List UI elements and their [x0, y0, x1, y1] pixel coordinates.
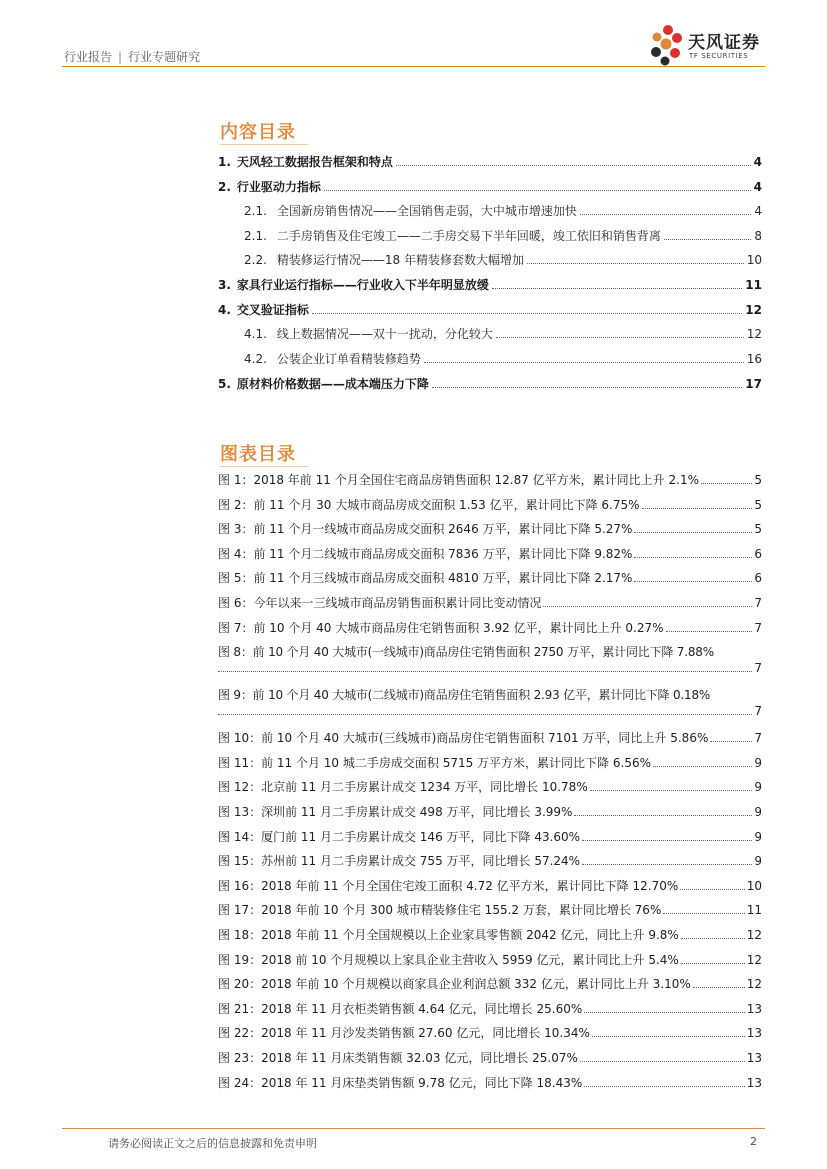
figure-entry-page: 9: [754, 829, 762, 844]
toc-leader-dots: [527, 263, 744, 264]
figure-entry-title: 图 9：前 10 个月 40 大城市(二线城市)商品房住宅销售面积 2.93 亿平，累计同比下降 0.18%: [218, 688, 711, 703]
figure-leader-dots: [642, 508, 753, 509]
logo-chinese-name: 天风证券: [688, 33, 760, 53]
figure-entry-page: 12: [746, 952, 762, 967]
toc-entry[interactable]: [244, 322, 762, 342]
figure-leader-dots: [574, 815, 752, 816]
toc-leader-dots: [496, 337, 744, 338]
figure-entry-title: 图 23：2018 年 11 月床类销售额 32.03 亿元，同比增长 25.07%: [218, 1051, 578, 1065]
figure-entry-title: 图 15：苏州前 11 月二手房累计成交 755 万平，同比增长 57.24%: [218, 854, 581, 869]
figure-entry-page: 7: [754, 731, 762, 746]
toc-entry-number: 1.: [218, 155, 231, 169]
figure-entry[interactable]: [218, 683, 762, 703]
figure-leader-dots: [653, 766, 752, 767]
figure-entry-page: 13: [746, 1001, 762, 1016]
figure-entry-page: 6: [754, 571, 762, 586]
figure-leader-dots: [663, 913, 744, 914]
figure-entry-title: 图 11：前 11 个月 10 城二手房成交面积 5715 万平方米，累计同比下降 6.56%: [218, 755, 651, 770]
figure-entry-page: 5: [754, 473, 762, 487]
figure-leader-dots: [580, 1061, 745, 1062]
figure-entry[interactable]: [218, 517, 762, 537]
toc-leader-dots: [492, 288, 742, 289]
figure-entry-page: 9: [754, 854, 762, 869]
toc-entry[interactable]: [244, 248, 762, 268]
toc-entry[interactable]: [244, 347, 762, 367]
toc-leader-dots: [580, 214, 751, 215]
figure-entry[interactable]: [218, 972, 762, 992]
figure-entry-page: 7: [754, 620, 762, 635]
figure-entry-title: 图 8：前 10 个月 40 大城市(一线城市)商品房住宅销售面积 2750 万平，累计同比下降 7.88%: [218, 645, 714, 660]
toc-entry-page: 11: [745, 278, 762, 292]
figure-entry[interactable]: [218, 640, 762, 660]
toc-entry[interactable]: [218, 150, 762, 170]
figure-leader-dots: [218, 714, 752, 715]
figure-entry-page: 7: [754, 704, 762, 719]
figure-entry-page: 7: [754, 596, 762, 610]
figure-entry-page: 12: [746, 977, 762, 992]
figure-entry-title: 图 4：前 11 个月二线城市商品房成交面积 7836 万平，累计同比下降 9.82%: [218, 546, 633, 561]
toc-title-text: 内容目录: [220, 122, 296, 143]
toc-title: [220, 118, 296, 144]
figure-entry[interactable]: [218, 948, 762, 968]
figure-leader-dots: [710, 741, 752, 742]
figure-entry[interactable]: [218, 616, 762, 636]
figure-entry-title: 图 24：2018 年 11 月床垫类销售额 9.78 亿元，同比下降 18.43%: [218, 1075, 583, 1090]
figure-entry[interactable]: [218, 591, 762, 611]
report-subcategory: 行业专题研究: [128, 50, 201, 64]
figure-entry-title: 图 6：今年以来一三线城市商品房销售面积累计同比变动情况: [218, 596, 542, 610]
footer-divider: [62, 1128, 765, 1129]
toc-leader-dots: [396, 165, 751, 166]
figure-entry-title: 图 10：前 10 个月 40 大城市(三线城市)商品房住宅销售面积 7101 万平，同比上升 5.86%: [218, 731, 709, 746]
toc-leader-dots: [312, 313, 742, 314]
figure-entry[interactable]: [218, 898, 762, 918]
figure-leader-dots: [680, 889, 744, 890]
figure-entry-page: 13: [746, 1051, 762, 1065]
toc-entry-title: 线上数据情况——双十一扰动，分化较大: [276, 327, 493, 341]
figure-entry[interactable]: [218, 874, 762, 894]
figure-entry-title: 图 18：2018 年前 11 个月全国规模以上企业家具零售额 2042 亿元，同比上升 9.8%: [218, 928, 679, 942]
figure-entry[interactable]: [218, 726, 762, 746]
figure-leader-dots: [634, 532, 752, 533]
toc-entry-number: 3.: [218, 278, 231, 292]
figure-entry-title: 图 5：前 11 个月三线城市商品房成交面积 4810 万平，累计同比下降 2.17%: [218, 571, 633, 586]
figure-leader-dots: [681, 938, 745, 939]
toc-entry-title: 家具行业运行指标——行业收入下半年明显放缓: [236, 278, 489, 292]
figure-entry[interactable]: [218, 849, 762, 869]
header-separator: |: [118, 50, 123, 64]
toc-entry-title: 全国新房销售情况——全国销售走弱，大中城市增速加快: [276, 204, 577, 218]
toc-entry-page: 16: [746, 352, 762, 366]
figure-leader-dots: [590, 790, 753, 791]
toc-entry-page: 4: [754, 204, 762, 218]
figure-leader-dots: [693, 987, 745, 988]
figure-entry[interactable]: [218, 751, 762, 771]
toc-entry-page: 10: [746, 253, 762, 267]
figure-leader-dots: [543, 606, 752, 607]
toc-entry[interactable]: [244, 199, 762, 219]
toc-entry-title: 精装修运行情况——18 年精装修套数大幅增加: [276, 253, 524, 267]
figure-entry-page: 13: [746, 1075, 762, 1090]
figure-entry-page: 7: [754, 661, 762, 676]
toc-entry-number: 2.1.: [244, 204, 267, 218]
toc-leader-dots: [432, 387, 742, 388]
toc-entry-title: 原材料价格数据——成本端压力下降: [236, 377, 429, 391]
toc-leader-dots: [664, 239, 751, 240]
figure-entry[interactable]: [218, 1046, 762, 1066]
figures-title: [220, 440, 296, 466]
figure-leader-dots: [582, 840, 752, 841]
figure-entry-title: 图 19：2018 前 10 个月规模以上家具企业主营收入 5959 亿元，累计同比上升 5.4%: [218, 952, 679, 967]
figure-entry-title: 图 17：2018 年前 10 个月 300 城市精装修住宅 155.2 万套，累计同比增长 76%: [218, 903, 662, 918]
logo-mark-icon: [648, 22, 686, 68]
running-header: [64, 48, 200, 65]
figure-entry-page: 11: [746, 903, 762, 918]
figure-leader-dots: [592, 1036, 745, 1037]
toc-entry[interactable]: [218, 372, 762, 392]
figure-leader-dots: [582, 864, 752, 865]
figure-entry-title: 图 21：2018 年 11 月衣柜类销售额 4.64 亿元，同比增长 25.60%: [218, 1001, 583, 1016]
figure-entry-page: 12: [746, 928, 762, 942]
toc-entry-title: 天风轻工数据报告框架和特点: [236, 155, 393, 169]
toc-entry[interactable]: [244, 224, 762, 244]
toc-entry-title: 交叉验证指标: [236, 303, 309, 317]
toc-entry-number: 2.: [218, 180, 231, 194]
figure-entry[interactable]: [218, 800, 762, 820]
toc-entry-page: 4: [753, 155, 762, 169]
figure-entry[interactable]: [218, 468, 762, 488]
figure-entry-title: 图 1：2018 年前 11 个月全国住宅商品房销售面积 12.87 亿平方米，累计同比上升 2.1%: [218, 473, 699, 487]
figure-leader-dots: [634, 581, 752, 582]
figure-entry[interactable]: [218, 542, 762, 562]
figure-entry[interactable]: [218, 493, 762, 513]
figure-entry-page: 5: [754, 522, 762, 537]
figure-leader-dots: [681, 963, 745, 964]
logo-english-name: TF SECURITIES: [689, 52, 749, 60]
toc-leader-dots: [324, 190, 751, 191]
toc-entry-page: 12: [746, 327, 762, 341]
toc-entry-number: 2.2.: [244, 253, 267, 267]
figure-leader-dots: [666, 631, 753, 632]
figure-entry-title: 图 16：2018 年前 11 个月全国住宅竣工面积 4.72 亿平方米，累计同比下降 12.70%: [218, 878, 679, 893]
page-number: 2: [750, 1135, 757, 1148]
tf-securities-logo: [648, 22, 768, 70]
toc-leader-dots: [424, 362, 744, 363]
figure-entry[interactable]: [218, 825, 762, 845]
figure-leader-dots: [584, 1086, 744, 1087]
figure-entry-title: 图 12：北京前 11 月二手房累计成交 1234 万平，同比增长 10.78%: [218, 780, 588, 795]
figure-entry[interactable]: [218, 1071, 762, 1091]
figure-entry-page: 6: [754, 546, 762, 561]
figure-entry-page: 9: [754, 780, 762, 795]
toc-entry[interactable]: [218, 175, 762, 195]
toc-entry[interactable]: [218, 298, 762, 318]
figure-entry-page: 13: [746, 1026, 762, 1041]
toc-entry-number: 2.1.: [244, 229, 267, 243]
figure-leader-dots: [701, 483, 752, 484]
toc-title-underline: [220, 144, 308, 145]
toc-entry-title: 二手房销售及住宅竣工——二手房交易下半年回暖，竣工依旧和销售背离: [276, 229, 661, 243]
figure-leader-dots: [218, 671, 752, 672]
figure-entry-title: 图 22：2018 年 11 月沙发类销售额 27.60 亿元，同比增长 10.34%: [218, 1026, 590, 1041]
figure-entry-page: 9: [754, 805, 762, 819]
toc-entry[interactable]: [218, 273, 762, 293]
toc-entry-number: 4.2.: [244, 352, 267, 366]
figure-entry-title: 图 20：2018 年前 10 个月规模以商家具企业利润总额 332 亿元，累计同比上升 3.10%: [218, 977, 691, 992]
toc-entry-page: 17: [745, 377, 762, 391]
header-divider: [62, 66, 765, 67]
report-category: 行业报告: [64, 50, 113, 64]
figures-title-text: 图表目录: [220, 444, 296, 465]
figure-entry[interactable]: [218, 1021, 762, 1041]
figure-entry-title: 图 13：深圳前 11 月二手房累计成交 498 万平，同比增长 3.99%: [218, 805, 573, 819]
toc-entry-title: 行业驱动力指标: [236, 180, 321, 194]
figure-entry-title: 图 7：前 10 个月 40 大城市商品房住宅销售面积 3.92 亿平，累计同比上升 0.27%: [218, 620, 664, 635]
figure-entry-page: 10: [746, 878, 762, 893]
figure-leader-dots: [584, 1012, 744, 1013]
toc-entry-page: 4: [753, 180, 762, 194]
toc-entry-page: 12: [745, 303, 762, 317]
figure-entry-continuation: [218, 703, 762, 719]
figure-entry[interactable]: [218, 566, 762, 586]
toc-entry-page: 8: [754, 229, 762, 243]
figure-entry-continuation: [218, 660, 762, 676]
figure-entry[interactable]: [218, 997, 762, 1017]
figure-entry-title: 图 3：前 11 个月一线城市商品房成交面积 2646 万平，累计同比下降 5.27%: [218, 522, 633, 537]
toc-entry-number: 5.: [218, 377, 231, 391]
figure-entry[interactable]: [218, 923, 762, 943]
footer-disclaimer: 请务必阅读正文之后的信息披露和免责申明: [108, 1137, 317, 1150]
toc-entry-number: 4.: [218, 303, 231, 317]
figure-entry[interactable]: [218, 775, 762, 795]
figure-entry-page: 5: [754, 497, 762, 512]
figure-entry-title: 图 2：前 11 个月 30 大城市商品房成交面积 1.53 亿平，累计同比下降 6.75%: [218, 497, 640, 512]
toc-entry-number: 4.1.: [244, 327, 267, 341]
figure-leader-dots: [634, 557, 752, 558]
figure-entry-page: 9: [754, 755, 762, 770]
figures-title-underline: [220, 466, 308, 467]
toc-entry-title: 公装企业订单看精装修趋势: [276, 352, 421, 366]
figure-entry-title: 图 14：厦门前 11 月二手房累计成交 146 万平，同比下降 43.60%: [218, 829, 581, 844]
